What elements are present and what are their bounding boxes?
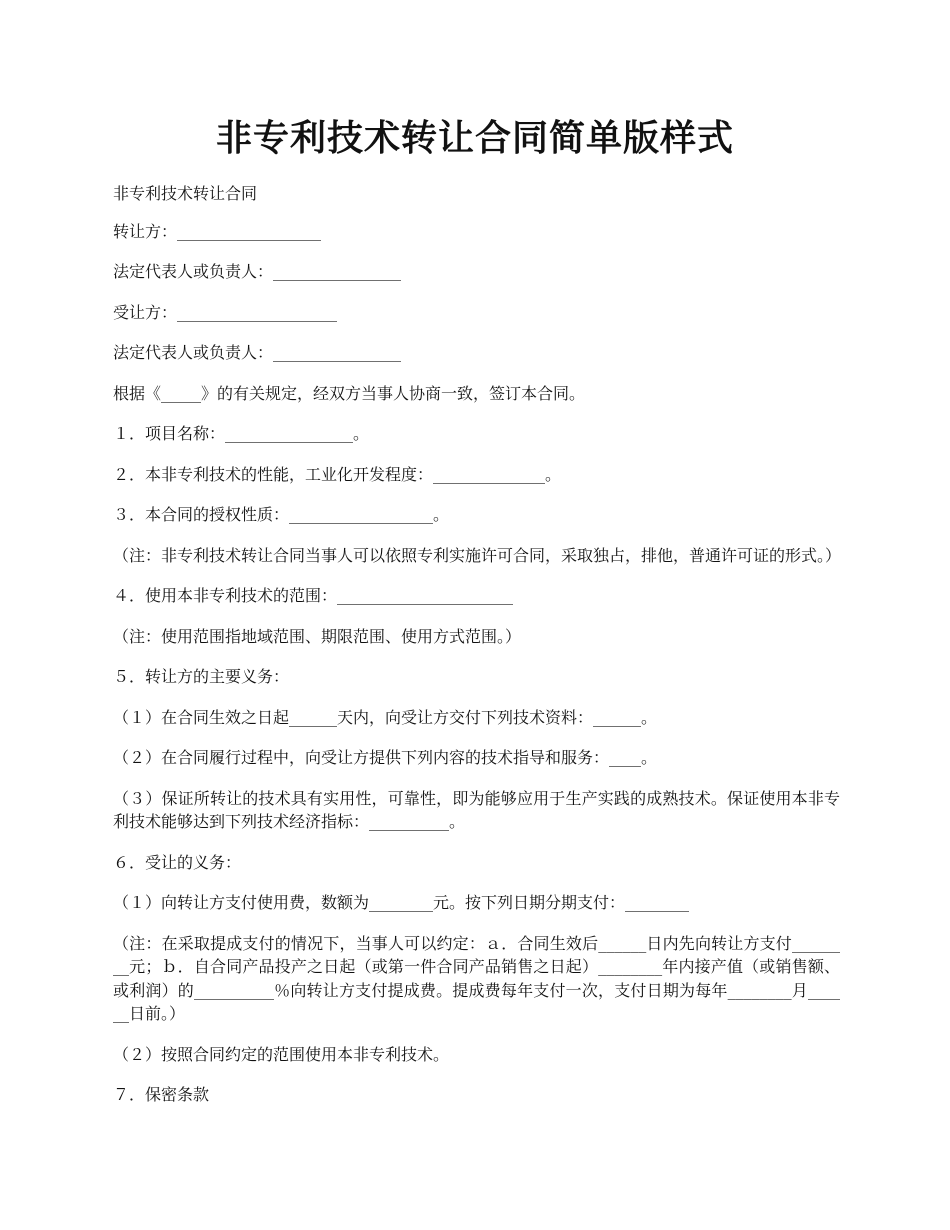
paragraph-clause-6-2: （２）按照合同约定的范围使用本非专利技术。 xyxy=(113,1044,450,1064)
paragraph-preamble: 根据《_____》的有关规定，经双方当事人协商一致，签订本合同。 xyxy=(113,383,586,403)
paragraph-clause-6: ６．受让的义务： xyxy=(113,852,242,872)
paragraph-contract-name: 非专利技术转让合同 xyxy=(113,184,258,203)
paragraph-clause-2: ２．本非专利技术的性能，工业化开发程度：______________。 xyxy=(113,464,562,484)
paragraph-clause-6-1: （１）向转让方支付使用费，数额为________元。按下列日期分期支付：________ xyxy=(113,893,690,912)
paragraph-transferor: 转让方：__________________ xyxy=(113,221,322,241)
paragraph-clause-7: ７．保密条款 xyxy=(113,1085,210,1104)
paragraph-clause-5-1: （１）在合同生效之日起______天内，向受让方交付下列技术资料：______。 xyxy=(113,707,658,727)
paragraph-transferee-representative: 法定代表人或负责人：________________ xyxy=(113,343,402,362)
document-title: 非专利技术转让合同简单版样式 xyxy=(215,117,734,159)
paragraph-note-3: （注：在采取提成支付的情况下，当事人可以约定：ａ．合同生效后______日内先向转让方支付________元；ｂ．自合同产品投产之日起（或第一件合同产品销售之日起）________年内接产值（或销售额、或利润）的__________％向转让方支付提成费。提成费每年支付一次，支付日期为每年________月______日前。） xyxy=(113,933,840,1023)
paragraph-clause-1: １．项目名称：________________。 xyxy=(113,424,370,443)
document-body xyxy=(113,182,840,1124)
paragraph-note-1: （注：非专利技术转让合同当事人可以依照专利实施许可合同，采取独占，排他，普通许可证的形式。） xyxy=(113,545,842,565)
paragraph-clause-5-2: （２）在合同履行过程中，向受让方提供下列内容的技术指导和服务：____。 xyxy=(113,748,658,767)
paragraph-transferee: 受让方：____________________ xyxy=(113,302,338,322)
paragraph-clause-4: ４．使用本非专利技术的范围：______________________ xyxy=(113,586,514,605)
paragraph-clause-5: ５．转让方的主要义务： xyxy=(113,667,290,686)
paragraph-clause-3: ３．本合同的授权性质：__________________。 xyxy=(113,505,450,524)
paragraph-clause-5-3: （３）保证所转让的技术具有实用性，可靠性，即为能够应用于生产实践的成熟技术。保证使用本非专利技术能够达到下列技术经济指标：__________。 xyxy=(113,788,840,831)
paragraph-note-2: （注：使用范围指地域范围、期限范围、使用方式范围。） xyxy=(113,626,522,646)
paragraph-transferor-representative: 法定代表人或负责人：________________ xyxy=(113,262,402,281)
